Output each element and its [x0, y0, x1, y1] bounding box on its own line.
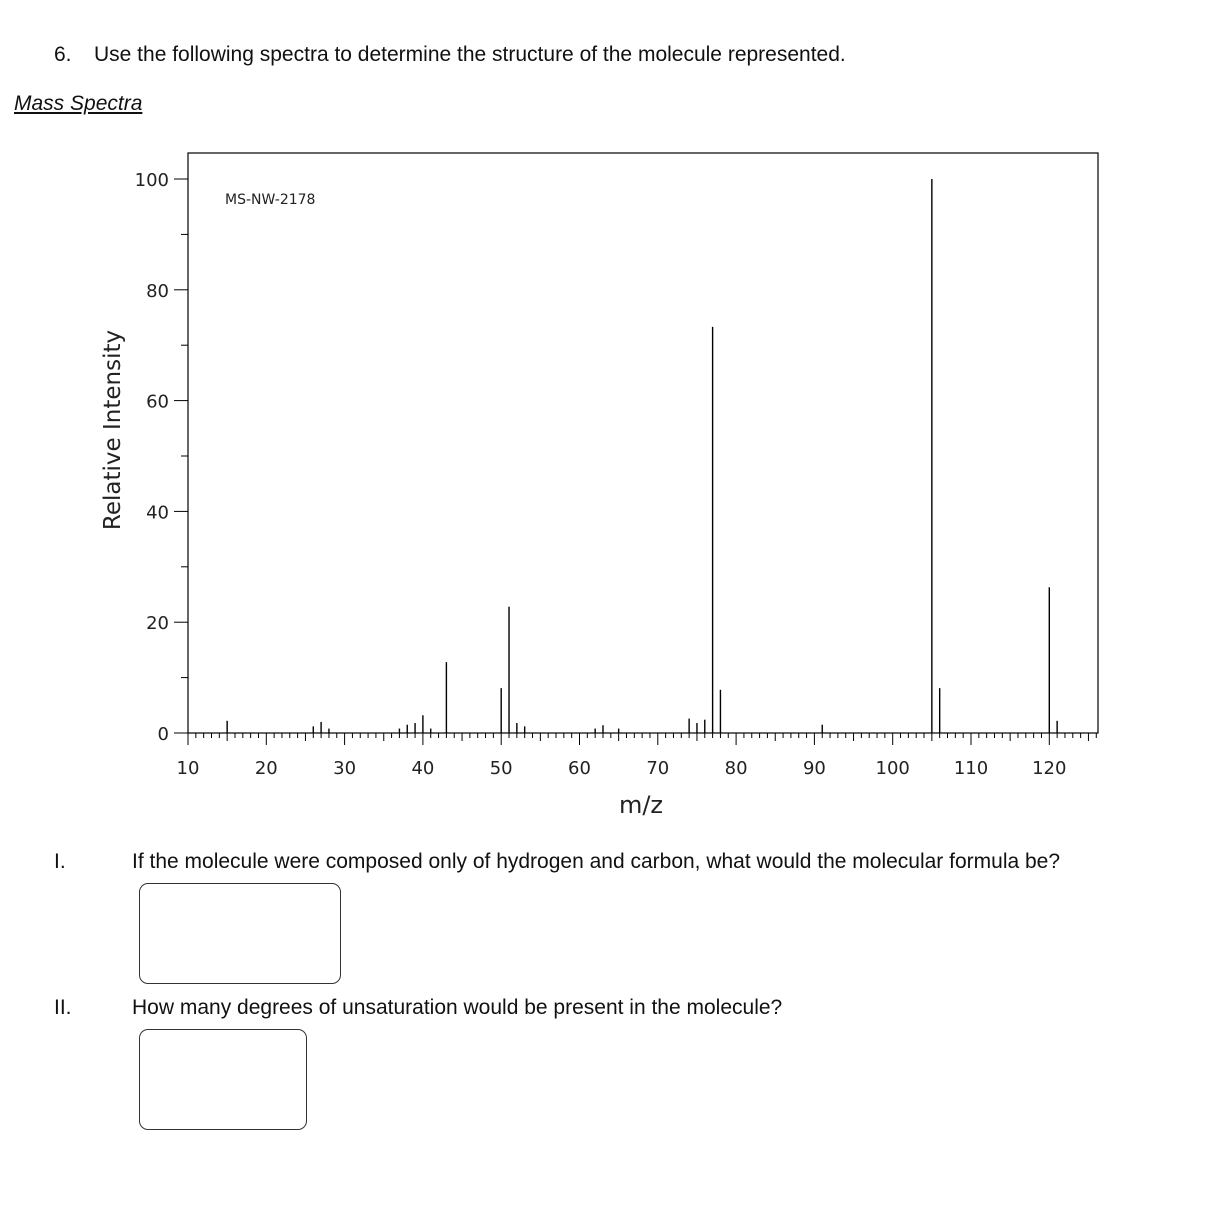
x-tick-label: 110	[953, 758, 989, 779]
x-tick-label: 100	[875, 758, 910, 779]
x-tick-label: 40	[411, 758, 435, 779]
question-text: Use the following spectra to determine the structure of the molecule represented.	[94, 43, 846, 66]
answer-box-1[interactable]	[139, 883, 341, 984]
y-tick-label: 40	[146, 502, 169, 524]
y-tick-label: 60	[146, 391, 169, 413]
x-tick-label: 120	[1032, 758, 1067, 779]
plot-frame	[188, 153, 1098, 733]
x-tick-label: 70	[646, 758, 670, 779]
chart-title: MS-NW-2178	[225, 192, 316, 208]
y-axis-label: Relative Intensity	[100, 329, 126, 531]
y-tick-label: 0	[157, 724, 169, 745]
mass-spectrum-chart	[0, 140, 1216, 830]
sub-question-2-label: II.	[54, 996, 72, 1019]
x-tick-label: 60	[568, 758, 591, 779]
y-tick-label: 80	[146, 280, 169, 302]
y-tick-label: 100	[134, 170, 169, 191]
x-tick-label: 50	[489, 758, 513, 779]
section-label: Mass Spectra	[14, 92, 143, 115]
x-tick-label: 10	[176, 758, 200, 779]
question-number: 6.	[54, 43, 72, 66]
x-tick-label: 30	[333, 758, 357, 779]
question-header	[54, 43, 846, 67]
sub-question-1-label: I.	[54, 850, 66, 873]
answer-box-2[interactable]	[139, 1029, 307, 1130]
sub-question-2-text: How many degrees of unsaturation would be present in the molecule?	[132, 996, 783, 1019]
x-tick-label: 90	[802, 758, 826, 779]
x-tick-label: 80	[724, 758, 748, 779]
x-tick-label: 20	[254, 758, 278, 779]
sub-question-1-text: If the molecule were composed only of hydrogen and carbon, what would the molecular formula be?	[132, 850, 1061, 873]
x-axis-label: m/z	[618, 791, 664, 819]
y-tick-label: 20	[146, 613, 169, 635]
